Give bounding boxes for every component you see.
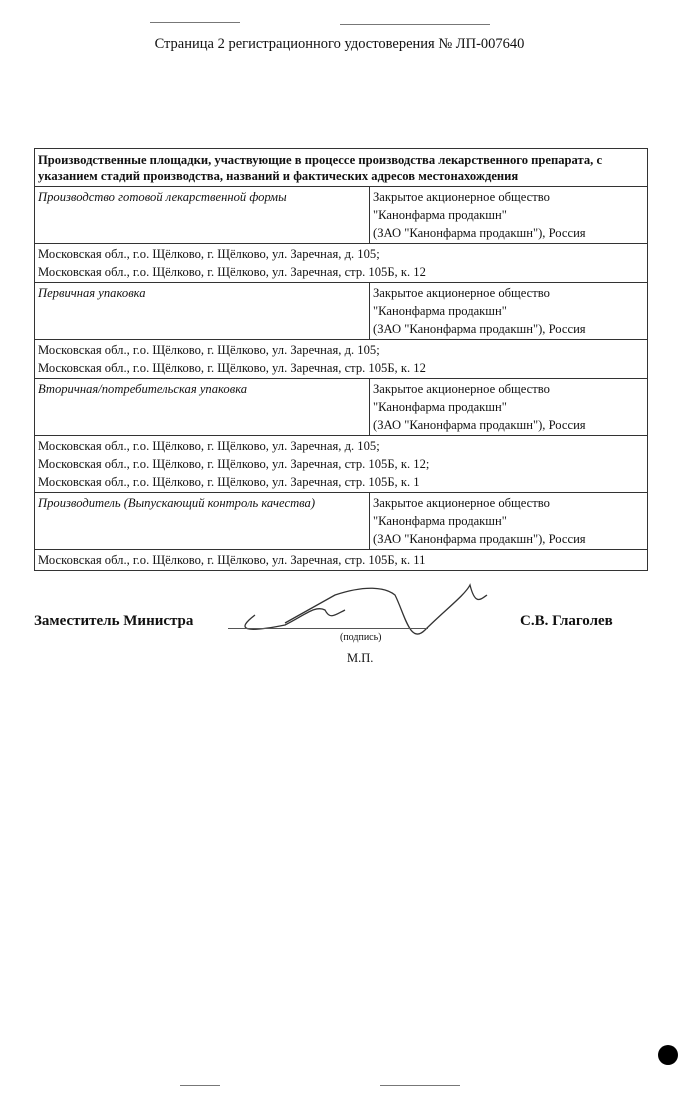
signer-name: С.В. Глаголев: [520, 613, 613, 629]
address-cell: [35, 436, 648, 493]
company-cell: [370, 283, 648, 340]
scan-noise: [340, 24, 490, 25]
address-line: Московская обл., г.о. Щёлково, г. Щёлково, ул. Заречная, стр. 105Б, к. 12: [38, 265, 426, 279]
scan-noise: [150, 22, 240, 23]
signature-caption: (подпись): [340, 632, 382, 643]
hole-punch-mark: [658, 1045, 678, 1065]
stamp-place: М.П.: [347, 651, 374, 665]
company-line: (ЗАО "Канонфарма продакшн"), Россия: [373, 226, 586, 240]
company-line: (ЗАО "Канонфарма продакшн"), Россия: [373, 532, 586, 546]
company-line: "Канонфарма продакшн": [373, 400, 507, 414]
address-line: Московская обл., г.о. Щёлково, г. Щёлково, ул. Заречная, д. 105;: [38, 439, 380, 453]
signer-position: Заместитель Министра: [34, 613, 194, 629]
company-line: "Канонфарма продакшн": [373, 208, 507, 222]
stage-cell: Производство готовой лекарственной формы: [35, 187, 370, 244]
address-cell: [35, 550, 648, 571]
address-line: Московская обл., г.о. Щёлково, г. Щёлково, ул. Заречная, стр. 105Б, к. 11: [38, 553, 426, 567]
scan-noise: [380, 1085, 460, 1086]
company-line: (ЗАО "Канонфарма продакшн"), Россия: [373, 322, 586, 336]
company-line: Закрытое акционерное общество: [373, 382, 550, 396]
stage-cell: Первичная упаковка: [35, 283, 370, 340]
address-cell: [35, 340, 648, 379]
scan-noise: [180, 1085, 220, 1086]
company-line: Закрытое акционерное общество: [373, 496, 550, 510]
address-line: Московская обл., г.о. Щёлково, г. Щёлково, ул. Заречная, стр. 105Б, к. 12: [38, 361, 426, 375]
stage-cell: Вторичная/потребительская упаковка: [35, 379, 370, 436]
company-cell: [370, 187, 648, 244]
address-line: Московская обл., г.о. Щёлково, г. Щёлково, ул. Заречная, стр. 105Б, к. 1: [38, 475, 420, 489]
address-cell: [35, 244, 648, 283]
address-line: Московская обл., г.о. Щёлково, г. Щёлково, ул. Заречная, д. 105;: [38, 247, 380, 261]
company-line: Закрытое акционерное общество: [373, 190, 550, 204]
address-line: Московская обл., г.о. Щёлково, г. Щёлково, ул. Заречная, д. 105;: [38, 343, 380, 357]
table-header: Производственные площадки, участвующие в процессе производства лекарственного препарата, с указанием стадий производства, названий и фактических адресов местонахождения: [35, 149, 648, 187]
signature-line: [228, 628, 428, 629]
company-cell: [370, 379, 648, 436]
address-line: Московская обл., г.о. Щёлково, г. Щёлково, ул. Заречная, стр. 105Б, к. 12;: [38, 457, 430, 471]
company-line: "Канонфарма продакшн": [373, 514, 507, 528]
company-cell: [370, 493, 648, 550]
stage-cell: Производитель (Выпускающий контроль качества): [35, 493, 370, 550]
production-sites-table: [34, 148, 648, 571]
company-line: Закрытое акционерное общество: [373, 286, 550, 300]
company-line: "Канонфарма продакшн": [373, 304, 507, 318]
company-line: (ЗАО "Канонфарма продакшн"), Россия: [373, 418, 586, 432]
page-title: Страница 2 регистрационного удостоверения № ЛП-007640: [154, 36, 525, 52]
